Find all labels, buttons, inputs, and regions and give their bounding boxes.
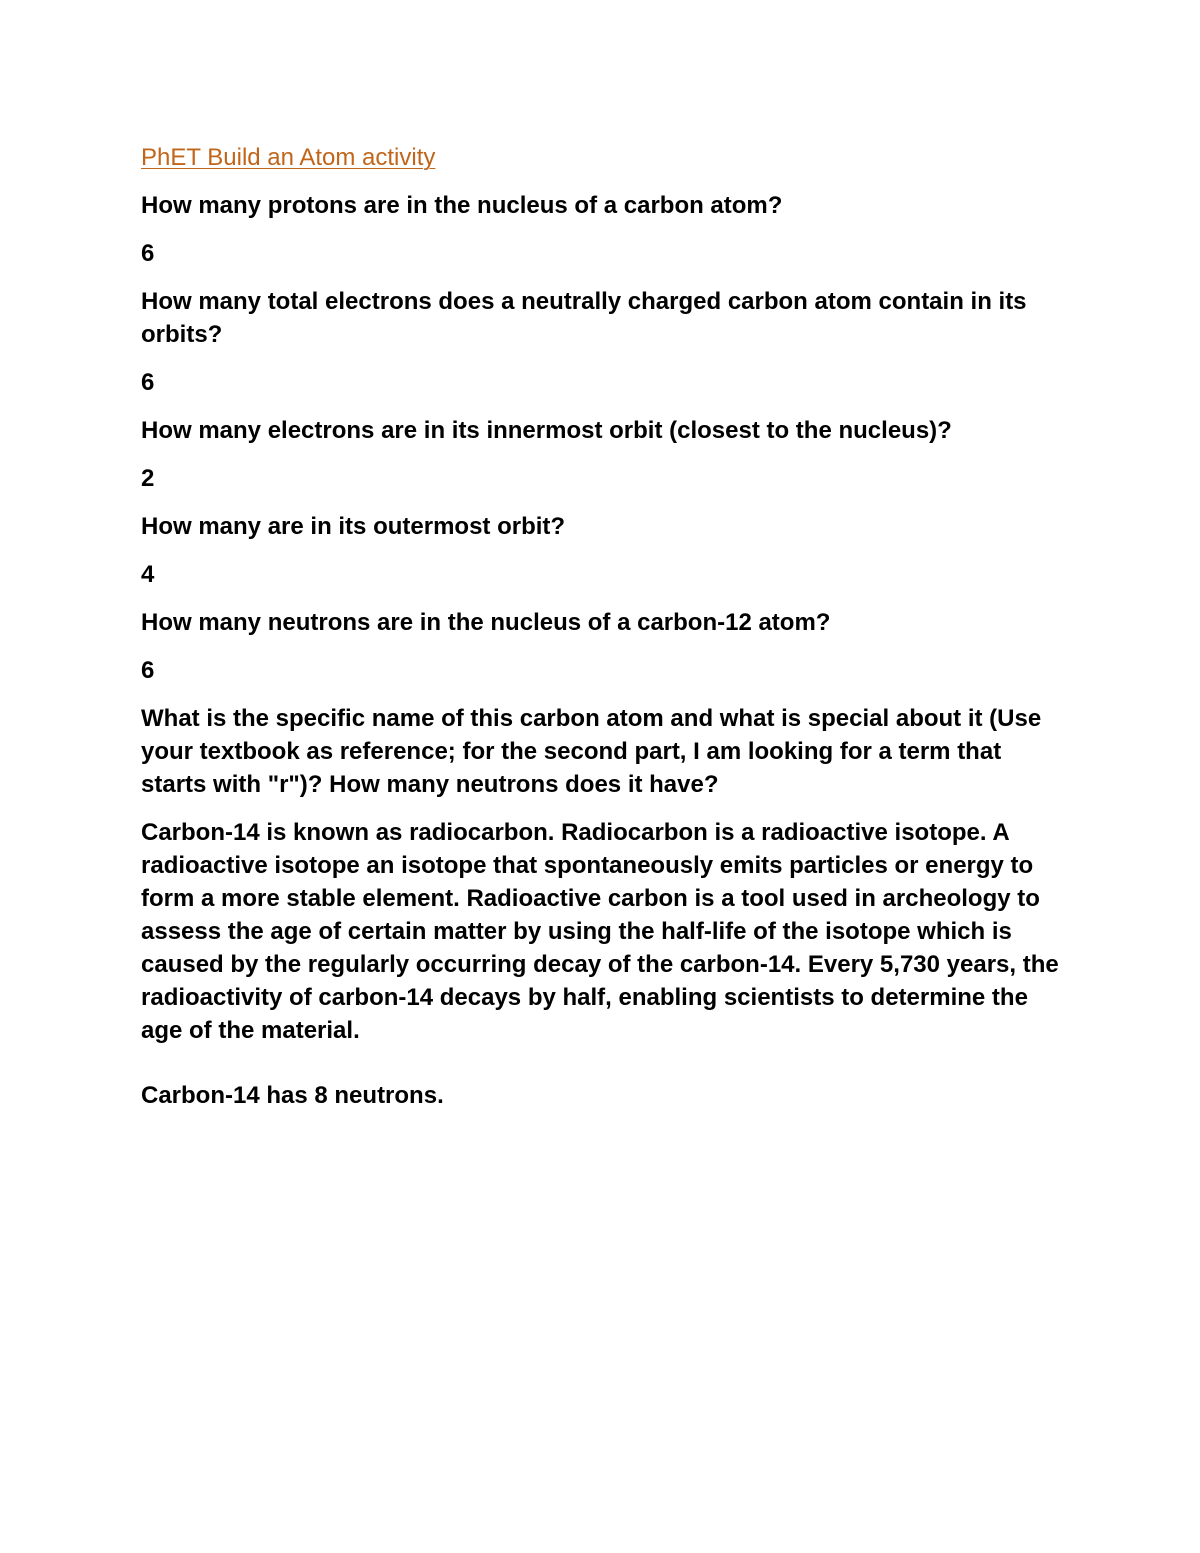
answer-protons: 6: [141, 240, 155, 267]
answer-neutrons-c12: 6: [141, 657, 155, 684]
answer-neutron-count: Carbon-14 has 8 neutrons.: [141, 1082, 444, 1109]
answer-innermost-orbit: 2: [141, 465, 155, 492]
answer-total-electrons: 6: [141, 369, 155, 396]
question-neutrons-c12: How many neutrons are in the nucleus of a carbon-12 atom?: [141, 609, 831, 636]
question-protons: How many protons are in the nucleus of a carbon atom?: [141, 192, 783, 219]
question-total-electrons: How many total electrons does a neutrally charged carbon atom contain in its orbits?: [141, 288, 1027, 348]
question-outermost-orbit: How many are in its outermost orbit?: [141, 513, 566, 540]
phet-activity-link[interactable]: PhET Build an Atom activity: [141, 144, 436, 171]
answer-radiocarbon-paragraph: Carbon-14 is known as radiocarbon. Radiocarbon is a radioactive isotope. A radioactive isotope an isotope that spontaneously emits particles or energy to form a more stable element. Radioactive carbon is a tool used in archeology to assess the age of certain matter by using the half-life of the isotope which is caused by the regularly occurring decay of the carbon-14. Every 5,730 years, the radioactivity of carbon-14 decays by half, enabling scientists to determine the age of the material.: [141, 819, 1059, 1044]
answer-outermost-orbit: 4: [141, 561, 155, 588]
question-specific-name: What is the specific name of this carbon atom and what is special about it (Use your textbook as reference; for the second part, I am looking for a term that starts with "r")? How many neutrons does it have?: [141, 705, 1042, 798]
document-body: [141, 141, 1071, 1127]
question-innermost-orbit: How many electrons are in its innermost orbit (closest to the nucleus)?: [141, 417, 952, 444]
